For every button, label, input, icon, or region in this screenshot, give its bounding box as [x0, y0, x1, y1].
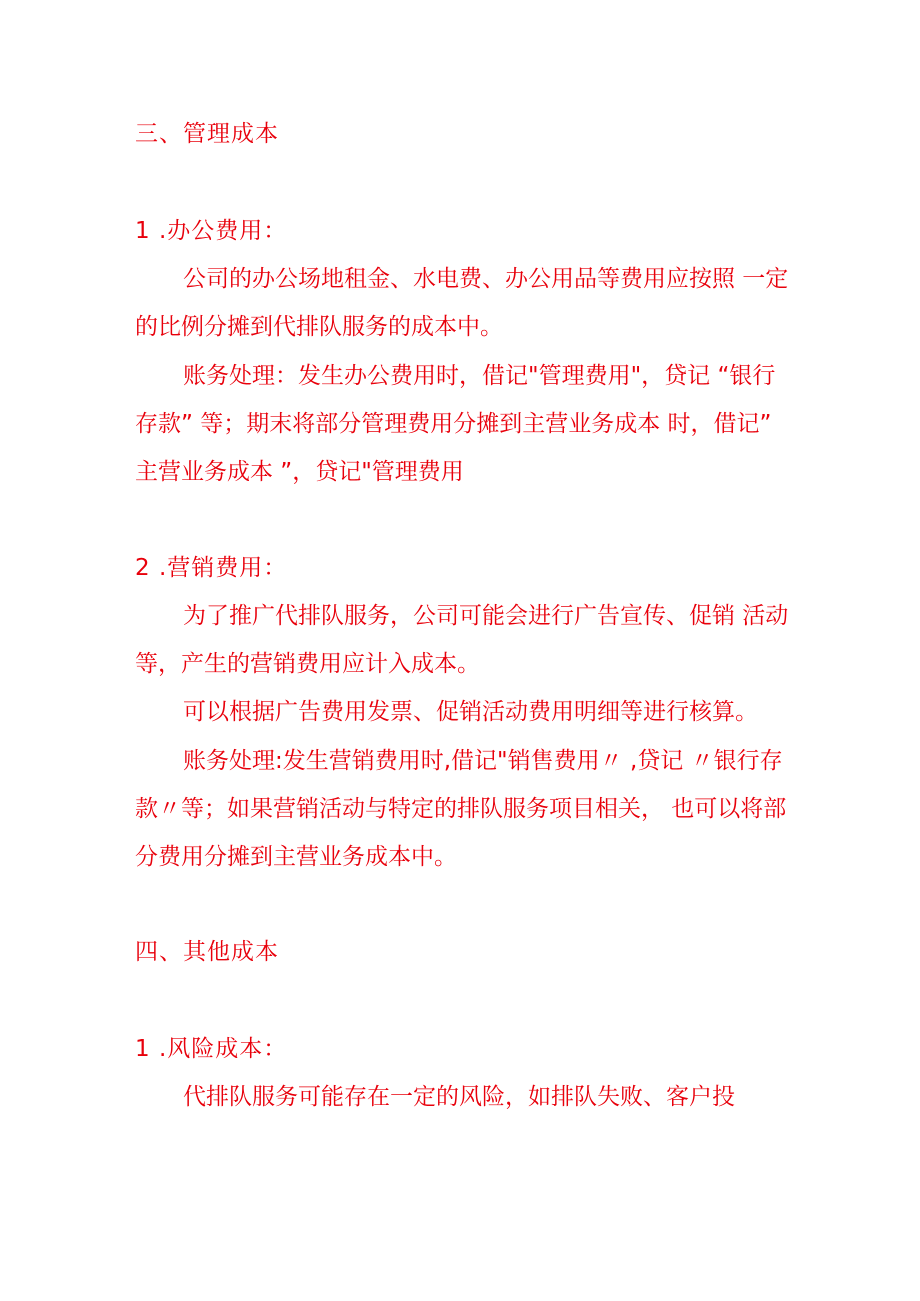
paragraph-line: 公司的办公场地租金、水电费、办公用品等费用应按照 一定 [183, 266, 789, 292]
section-heading-management-cost: 三、管理成本 [135, 121, 279, 147]
paragraph-line: 主营业务成本 ”，贷记"管理费用 [135, 459, 464, 485]
paragraph-line: 可以根据广告费用发票、促销活动费用明细等进行核算。 [183, 699, 758, 725]
paragraph-line: 为了推广代排队服务，公司可能会进行广告宣传、促销 活动 [183, 603, 789, 629]
item-title-risk-cost: 1 .风险成本： [135, 1036, 288, 1062]
paragraph-line: 代排队服务可能存在一定的风险，如排队失败、客户投 [183, 1084, 735, 1110]
paragraph-line: 的比例分摊到代排队服务的成本中。 [135, 314, 503, 340]
section-heading-other-cost: 四、其他成本 [135, 939, 279, 965]
paragraph-line: 款〃等；如果营销活动与特定的排队服务项目相关， 也可以将部 [135, 796, 787, 822]
item-title-office-expenses: 1 .办公费用： [135, 218, 288, 244]
paragraph-line: 存款” 等；期末将部分管理费用分摊到主营业务成本 时，借记” [135, 411, 772, 437]
paragraph-line: 等，产生的营销费用应计入成本。 [135, 651, 480, 677]
paragraph-line: 账务处理:发生营销费用时,借记"销售费用〃 ,贷记 〃银行存 [183, 748, 783, 774]
item-title-marketing-expenses: 2 .营销费用： [135, 555, 288, 581]
paragraph-line: 分费用分摊到主营业务成本中。 [135, 844, 457, 870]
paragraph-line: 账务处理：发生办公费用时，借记"管理费用"，贷记 “银行 [183, 363, 776, 389]
